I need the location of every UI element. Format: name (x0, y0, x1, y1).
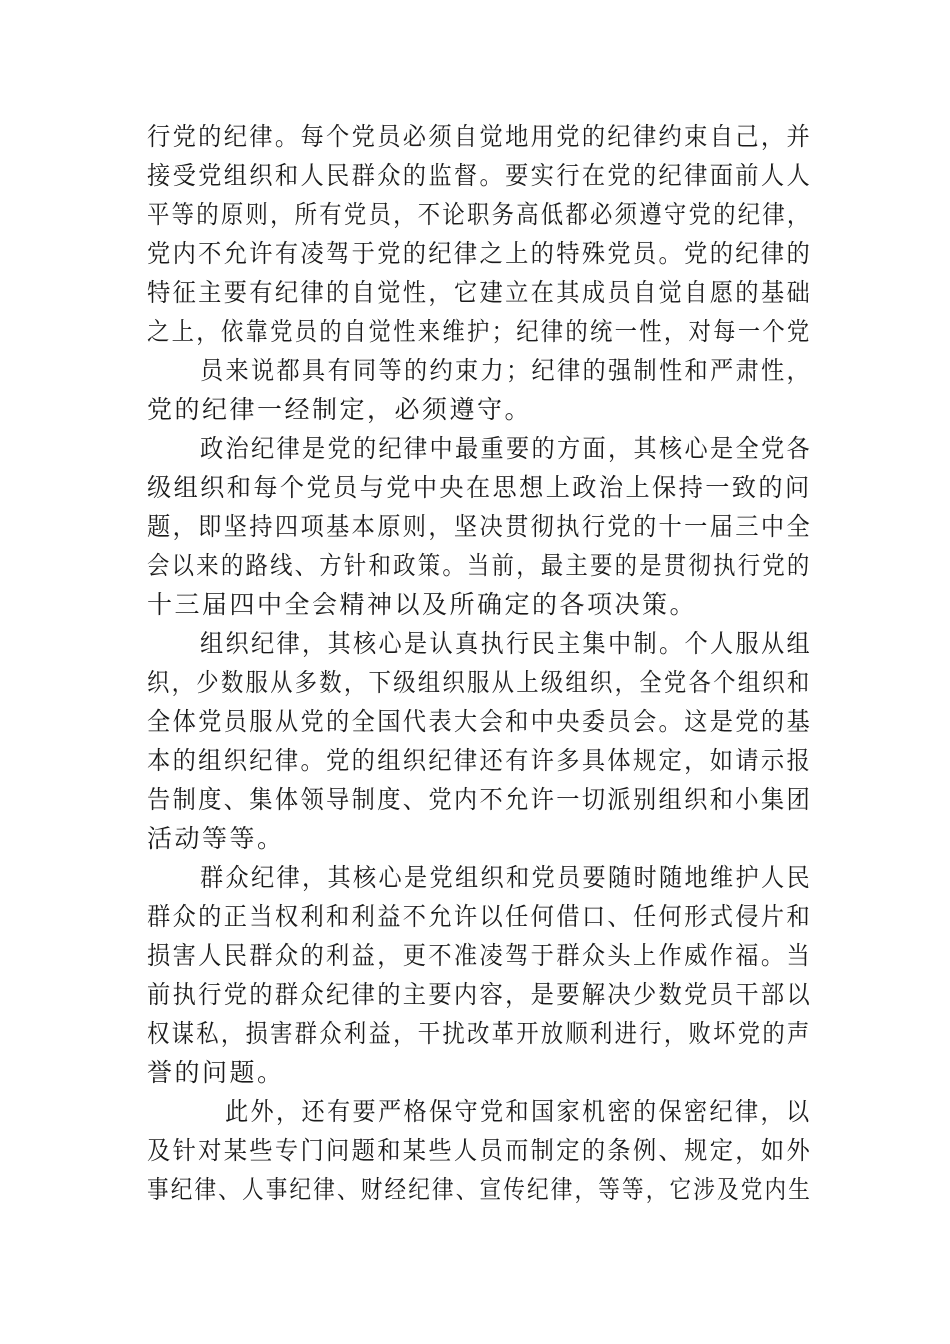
paragraph-first-line: 政治纪律是党的纪律中最重要的方面，其核心是全党各 (200, 434, 813, 463)
text-line: 党内不允许有凌驾于党的纪律之上的特殊党员。党的纪律的 (147, 239, 813, 268)
text-line: 接受党组织和人民群众的监督。要实行在党的纪律面前人人 (147, 161, 813, 190)
text-line: 党的纪律一经制定，必须遵守。 (147, 395, 533, 424)
text-line: 特征主要有纪律的自觉性，它建立在其成员自觉自愿的基础 (147, 278, 813, 307)
text-line: 誉的问题。 (147, 1058, 285, 1087)
text-line: 告制度、集体领导制度、党内不允许一切派别组织和小集团 (147, 785, 813, 814)
text-line: 题，即坚持四项基本原则，坚决贯彻执行党的十一届三中全 (147, 512, 813, 541)
text-line: 本的组织纪律。党的组织纪律还有许多具体规定，如请示报 (147, 746, 813, 775)
text-line: 十三届四中全会精神以及所确定的各项决策。 (147, 590, 698, 619)
text-line: 会以来的路线、方针和政策。当前，最主要的是贯彻执行党的 (147, 551, 812, 580)
paragraph-first-line: 此外，还有要严格保守党和国家机密的保密纪律，以 (225, 1097, 812, 1126)
text-line: 行党的纪律。每个党员必须自觉地用党的纪律约束自己，并 (147, 122, 813, 151)
text-line: 全体党员服从党的全国代表大会和中央委员会。这是党的基 (147, 707, 813, 736)
text-line: 损害人民群众的利益，更不准凌驾于群众头上作威作福。当 (147, 941, 813, 970)
text-line: 之上，依靠党员的自觉性来维护；纪律的统一性，对每一个党 (147, 317, 812, 346)
text-line: 及针对某些专门问题和某些人员而制定的条例、规定，如外 (147, 1136, 813, 1165)
text-line: 权谋私，损害群众利益，干扰改革开放顺利进行，败坏党的声 (147, 1019, 812, 1048)
text-line: 平等的原则，所有党员，不论职务高低都必须遵守党的纪律， (147, 200, 812, 229)
text-line: 群众的正当权利和利益不允许以任何借口、任何形式侵片和 (147, 902, 813, 931)
text-line: 织，少数服从多数，下级组织服从上级组织，全党各个组织和 (147, 668, 812, 697)
text-line: 员来说都具有同等的约束力；纪律的强制性和严肃性， (200, 356, 813, 385)
text-line: 活动等等。 (147, 824, 285, 853)
paragraph-first-line: 群众纪律，其核心是党组织和党员要随时随地维护人民 (200, 863, 813, 892)
text-line: 级组织和每个党员与党中央在思想上政治上保持一致的问 (147, 473, 812, 502)
text-line: 前执行党的群众纪律的主要内容，是要解决少数党员干部以 (147, 980, 813, 1009)
paragraph-first-line: 组织纪律，其核心是认真执行民主集中制。个人服从组 (200, 629, 813, 658)
text-line: 事纪律、人事纪律、财经纪律、宣传纪律，等等，它涉及党内生 (147, 1175, 812, 1204)
